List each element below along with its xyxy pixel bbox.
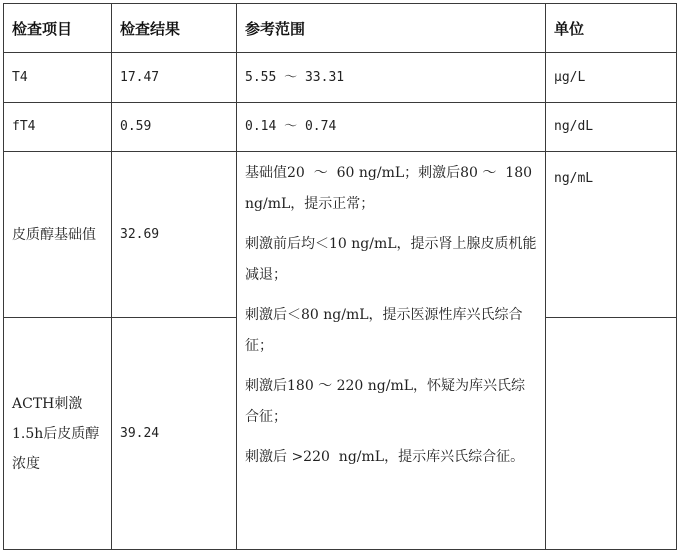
cell-item: T4 xyxy=(12,69,28,85)
range-note: 刺激后 >220 ng/mL，提示库兴氏综合征。 xyxy=(245,449,525,465)
header-item: 检查项目 xyxy=(12,19,73,38)
cell-result: 0.59 xyxy=(120,119,152,134)
reference-table xyxy=(3,3,677,550)
rule xyxy=(3,549,677,550)
header-range: 参考范围 xyxy=(245,19,306,38)
range-note: 刺激后180 ～ 220 ng/mL，怀疑为库兴氏综合征； xyxy=(245,378,526,425)
cortisol-base-label: 皮质醇基础值 xyxy=(12,226,96,243)
header-unit: 单位 xyxy=(554,19,585,38)
acth-label: ACTH刺激1.5h后皮质醇浓度 xyxy=(12,395,100,472)
rule xyxy=(545,317,677,318)
cell-range: 5.55 ～ 33.31 xyxy=(245,69,345,85)
cell-unit: µg/L xyxy=(554,69,586,85)
cell-item: fT4 xyxy=(12,119,36,134)
cell-result-cortisol-base: 32.69 xyxy=(120,226,160,242)
range-note: 刺激后＜80 ng/mL，提示医源性库兴氏综合征； xyxy=(245,307,523,354)
cell-unit: ng/dL xyxy=(554,119,594,134)
rule xyxy=(676,3,677,550)
range-note: 刺激前后均＜10 ng/mL，提示肾上腺皮质机能减退； xyxy=(245,236,537,283)
range-note: 基础值20 ～ 60 ng/mL；刺激后80 ～ 180 ng/mL，提示正常； xyxy=(245,165,537,212)
cell-item-cortisol-base xyxy=(4,152,111,317)
cell-result: 17.47 xyxy=(120,69,160,85)
cell-range-notes xyxy=(237,152,545,549)
cell-result-acth: 39.24 xyxy=(120,425,160,441)
cell-unit-cortisol-base: ng/mL xyxy=(554,171,594,186)
cell-range: 0.14 ～ 0.74 xyxy=(245,119,337,134)
cell-item-acth xyxy=(4,318,111,549)
header-result: 检查结果 xyxy=(120,19,181,38)
